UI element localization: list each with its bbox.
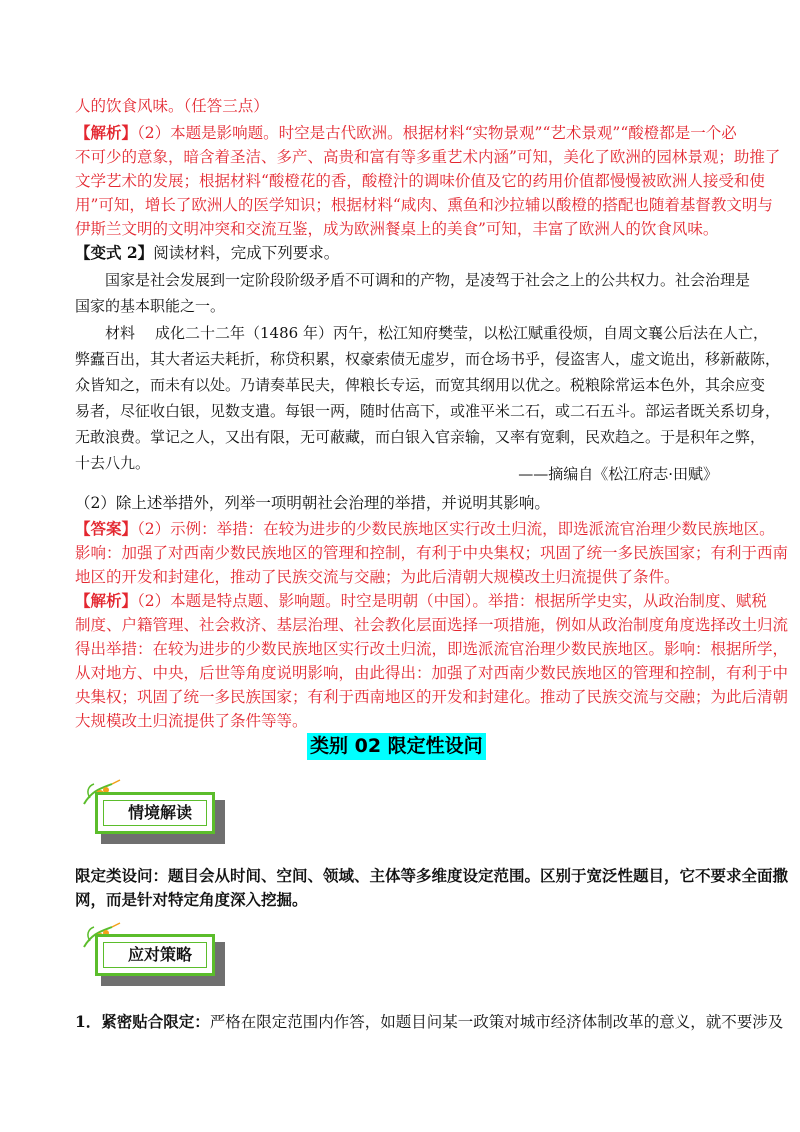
banner-strategy-label: 应对策略 — [127, 945, 192, 964]
analysis1-line: 【解析】（2）本题是影响题。时空是古代欧洲。根据材料“实物景观”“艺术景观”“酸橙都是一个必 — [75, 123, 737, 142]
material-line: 弊蠹百出，其大者运夫耗折，称贷积累，权豪索债无虚岁，而仓场书乎，侵盗害人，虚文诡出，移新蔽陈， — [75, 350, 781, 368]
answer-tail: 人的饮食风味。（任答三点） — [75, 97, 269, 115]
intro-line: 国家是社会发展到一定阶段阶级矛盾不可调和的产物，是凌驾于社会之上的公共权力。社会治理是 — [105, 271, 751, 289]
analysis2-line: 大规模改土归流提供了条件等等。 — [75, 712, 308, 730]
question: （2）除上述举措外，列举一项明朝社会治理的举措，并说明其影响。 — [75, 494, 550, 512]
analysis2-tag: 【解析】 — [75, 591, 138, 610]
material-line: 十去八九。 — [75, 454, 151, 472]
analysis2-line: 制度、户籍管理、社会救济、基层治理、社会教化层面选择一项措施，例如从政治制度角度选择改土归流 — [75, 616, 789, 634]
intro-line: 国家的基本职能之一。 — [75, 297, 226, 315]
material-line: 众皆知之，而未有以处。乃请奏革民夫，俾粮长专运，而宽其纲用以优之。税粮除常运本色外，其余应变 — [75, 376, 766, 394]
answer2-line: 影响：加强了对西南少数民族地区的管理和控制，有利于中央集权；巩固了统一多民族国家；有利于西南 — [75, 544, 789, 562]
analysis1-line: 不可少的意象，暗含着圣洁、多产、高贵和富有等多重艺术内涵”可知，美化了欧洲的园林景观；助推了 — [75, 148, 781, 166]
banner-scenario-label: 情境解读 — [127, 803, 192, 822]
variant-instruction: 阅读材料，完成下列要求。 — [153, 244, 340, 262]
material-line: 材料 成化二十二年（1486 年）丙午，松江知府樊莹，以松江赋重役烦，自周文襄公后法在人亡， — [105, 324, 768, 342]
category-title: 类别 02 限定性设问 — [307, 733, 486, 760]
strategy-lead: 1．紧密贴合限定： — [75, 1012, 210, 1031]
strategy-text: 严格在限定范围内作答，如题目问某一政策对城市经济体制改革的意义，就不要涉及 — [209, 1013, 784, 1031]
variant-heading — [75, 243, 339, 263]
banner-scenario — [95, 792, 225, 846]
answer2-line: 【答案】（2）示例：举措：在较为进步的少数民族地区实行改土归流，即选派流官治理少数民族地区。 — [75, 519, 775, 538]
analysis2-line: 【解析】（2）本题是特点题、影响题。时空是明朝（中国）。举措：根据所学史实，从政治制度、赋税 — [75, 591, 767, 610]
definition-line: 限定类设问：题目会从时间、空间、领域、主体等多维度设定范围。区别于宽泛性题目，它不要求全面撒 — [75, 866, 789, 885]
analysis1-tag: 【解析】 — [75, 123, 138, 142]
analysis2-line: 得出举措：在较为进步的少数民族地区实行改土归流，即选派流官治理少数民族地区。影响：根据所学， — [75, 640, 789, 658]
analysis1-line: 伊斯兰文明的文明冲突和交流互鉴，成为欧洲餐桌上的美食”可知，丰富了欧洲人的饮食风味。 — [75, 220, 719, 238]
variant-tag: 【变式 2】 — [75, 243, 154, 262]
material-line: 易者，尽征收白银，见数支遣。每银一两，随时估高下，或准平米二石，或二石五斗。部运者既关系切身， — [75, 402, 781, 420]
answer2-line: 地区的开发和封建化，推动了民族交流与交融；为此后清朝大规模改土归流提供了条件。 — [75, 568, 680, 586]
analysis2-line: 从对地方、中央，后世等角度说明影响，由此得出：加强了对西南少数民族地区的管理和控制，有利于中 — [75, 664, 789, 682]
analysis1-line: 用”可知，增长了欧洲人的医学知识；根据材料“咸肉、熏鱼和沙拉辅以酸橙的搭配也随着基督教文明与 — [75, 196, 773, 214]
analysis2-line: 央集权；巩固了统一多民族国家；有利于西南地区的开发和封建化。推动了民族交流与交融；为此后清朝 — [75, 688, 789, 706]
material-source: ——摘编自《松江府志·田赋》 — [518, 465, 718, 483]
analysis1-line: 文学艺术的发展；根据材料“酸橙花的香，酸橙汁的调味价值及它的药用价值都慢慢被欧洲人接受和使 — [75, 172, 765, 190]
answer2-tag: 【答案】 — [75, 519, 138, 538]
material-line: 无敢浪费。掌记之人，又出有限，无可蔽藏，而白银入官亲输，又率有宽剩，民欢趋之。于是积年之弊， — [75, 428, 766, 446]
definition-line: 网，而是针对特定角度深入挖掘。 — [75, 890, 308, 909]
banner-strategy — [95, 934, 225, 988]
strategy-item — [75, 1012, 783, 1032]
material-label: 材料 — [105, 324, 136, 342]
